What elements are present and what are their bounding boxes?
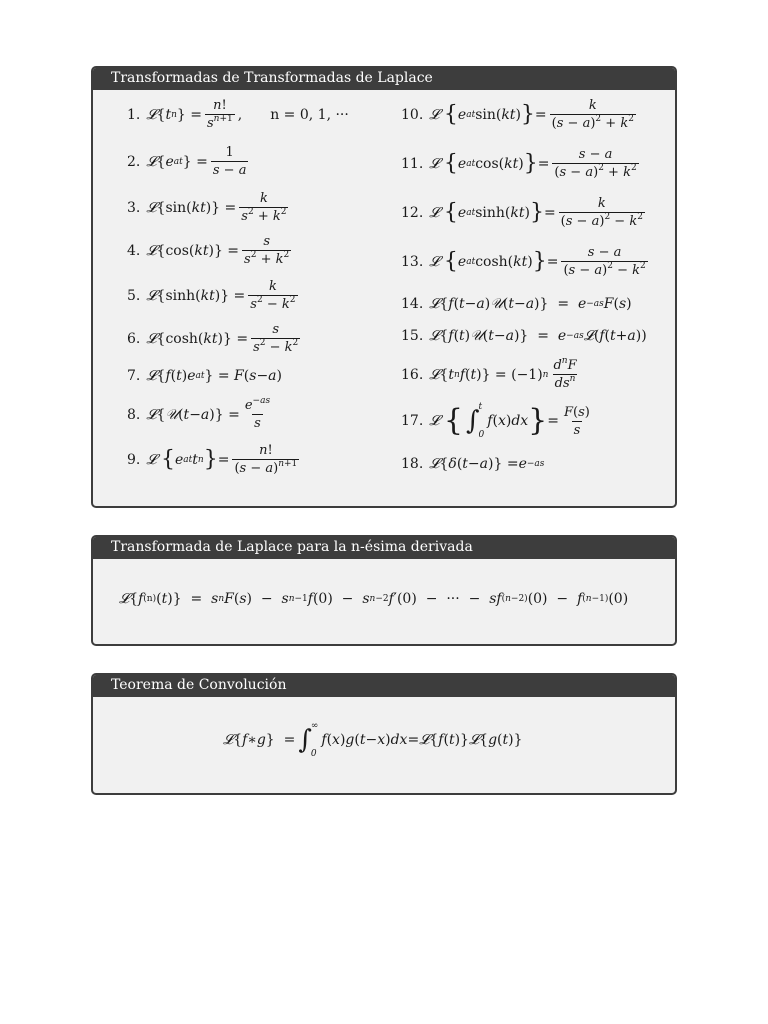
- formula-16: 16. 𝓛 { t n f ( t )} = (−1) n $\frac{d^nF}{ds^n}$: [401, 356, 577, 391]
- nth-derivative-formula: 𝓛 { f (n) ( t )} = s n F ( s ) − s n−1 f (0) − s n−2 f ′(0) − ··· − sf (n−2) (0) − f (n−1) (0): [119, 591, 629, 607]
- formula-18: 18. 𝓛 { δ ( t − a )} = e −as: [401, 456, 545, 472]
- formula-9: 9. 𝓛 { e at t n } = $\frac{n!}{(s - a)^{n+1}}$: [127, 443, 298, 476]
- formula-13: 13. 𝓛 { e at cosh( kt ) } = $\frac{s - a}{(s - a)^2 - k^2}$: [401, 245, 646, 278]
- convolution-formula: 𝓛 { f ∗ g } = ∫ ∞ 0 f ( x ) g ( t − x ) dx = 𝓛 { f ( t )} 𝓛 { g ( t )}: [223, 721, 523, 759]
- formula-10: 10. 𝓛 { e at sin( kt ) } = $\frac{k}{(s - a)^2 + k^2}$: [401, 98, 634, 131]
- formula-14: 14. 𝓛 { f ( t − a ) 𝒰 ( t − a )} = e −as F ( s ): [401, 296, 632, 312]
- convolution-title: Teorema de Convolución: [93, 675, 675, 697]
- formula-4: 4. 𝓛 {cos( kt )} = $\frac{s}{s^2 + k^2}$: [127, 234, 290, 267]
- formula-7: 7. 𝓛 { f ( t ) e at } = F ( s − a ): [127, 368, 282, 384]
- formula-12: 12. 𝓛 { e at sinh( kt ) } = $\frac{k}{(s - a)^2 - k^2}$: [401, 196, 643, 229]
- formula-2: 2. 𝓛 { e at } = $\frac{1}{s - a}$: [127, 145, 247, 178]
- formula-1: 1. 𝓛 { t n } = $\frac{n!}{s^{n+1}}$ , n = 0, 1, ···: [127, 98, 349, 131]
- transform-table-panel: [91, 66, 677, 508]
- formula-15: 15. 𝓛 { f ( t ) 𝒰 ( t − a )} = e −as 𝓛 ( f ( t + a )): [401, 328, 647, 344]
- formula-1-note: n = 0, 1, ···: [270, 106, 349, 123]
- formula-17: 17. 𝓛 { ∫ t 0 f ( x ) dx } = $\frac{F(s)}{s}$: [401, 402, 590, 440]
- transform-table-title: Transformadas de Transformadas de Laplace: [93, 68, 675, 90]
- formula-5: 5. 𝓛 {sinh( kt )} = $\frac{k}{s^2 - k^2}$: [127, 279, 296, 312]
- nth-derivative-panel: [91, 535, 677, 646]
- formula-8: 8. 𝓛 { 𝒰 ( t − a )} = $\frac{e^{-as}}{s}$: [127, 396, 271, 431]
- nth-derivative-title: Transformada de Laplace para la n-ésima derivada: [93, 537, 675, 559]
- formula-11: 11. 𝓛 { e at cos( kt ) } = $\frac{s - a}{(s - a)^2 + k^2}$: [401, 147, 637, 180]
- formula-3: 3. 𝓛 {sin( kt )} = $\frac{k}{s^2 + k^2}$: [127, 191, 287, 224]
- convolution-panel: [91, 673, 677, 795]
- formula-6: 6. 𝓛 {cosh( kt )} = $\frac{s}{s^2 - k^2}$: [127, 322, 299, 355]
